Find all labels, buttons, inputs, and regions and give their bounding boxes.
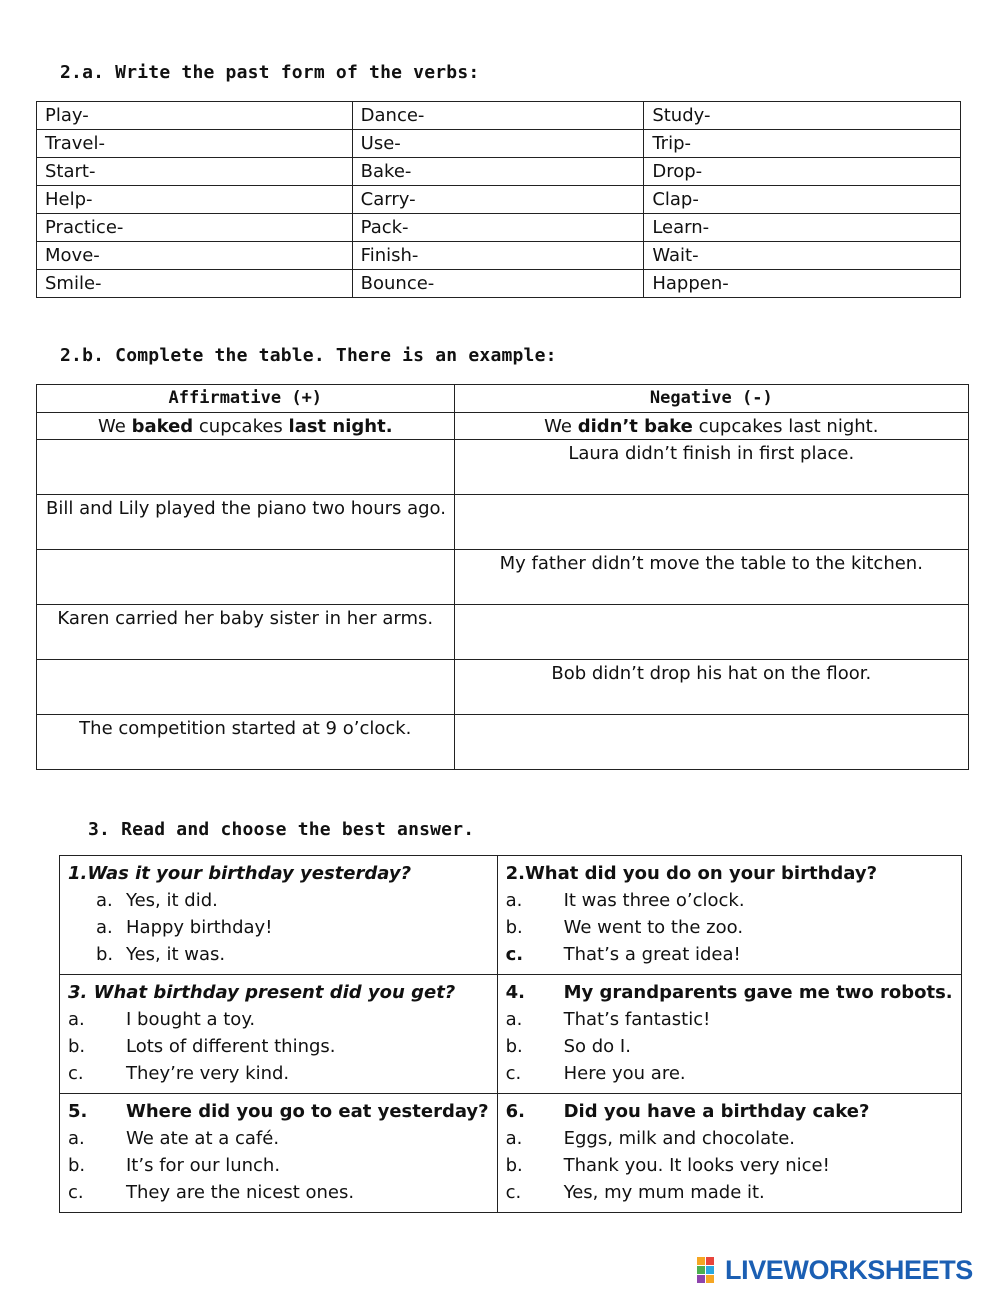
table-row: [60, 856, 962, 975]
table-row: [37, 440, 969, 495]
option-text: It was three o’clock.: [563, 890, 745, 911]
option-text: Yes, it was.: [126, 944, 226, 965]
option-letter: c.: [505, 1063, 522, 1084]
question-cell: [497, 975, 961, 1094]
option-text: Lots of different things.: [126, 1036, 336, 1057]
option-letter: a.: [96, 917, 113, 938]
verb-cell[interactable]: Use-: [352, 130, 644, 158]
table-row: [60, 1094, 962, 1213]
negative-answer-cell[interactable]: [454, 715, 968, 770]
option-letter: b.: [68, 1155, 86, 1176]
example-affirmative-cell: [37, 413, 455, 440]
verb-cell[interactable]: Clap-: [644, 186, 961, 214]
verb-cell[interactable]: Play-: [37, 102, 353, 130]
option-letter: c.: [68, 1182, 84, 1203]
affirmative-negative-table: [36, 384, 969, 770]
affirmative-sentence-cell: Karen carried her baby sister in her arms.: [37, 605, 455, 660]
verb-cell[interactable]: Finish-: [352, 242, 644, 270]
question-cell: [60, 1094, 498, 1213]
verb-cell[interactable]: Pack-: [352, 214, 644, 242]
option-letter: a.: [68, 1128, 85, 1149]
option-letter: a.: [505, 1009, 523, 1030]
table-row: [37, 550, 969, 605]
section-3-heading: 3. Read and choose the best answer.: [88, 819, 475, 840]
verb-cell[interactable]: Happen-: [644, 270, 961, 298]
option-letter: a.: [505, 890, 523, 911]
table-row: [37, 715, 969, 770]
verbs-table: [36, 101, 961, 298]
answer-option[interactable]: [506, 1179, 953, 1206]
answer-option[interactable]: [68, 887, 489, 914]
question-cell: [60, 975, 498, 1094]
verb-cell[interactable]: Learn-: [644, 214, 961, 242]
answer-option[interactable]: [506, 1125, 953, 1152]
verb-cell[interactable]: Study-: [644, 102, 961, 130]
table-row: [37, 660, 969, 715]
option-letter: c.: [68, 1063, 84, 1084]
question-4: [506, 979, 953, 1006]
negative-sentence-cell: My father didn’t move the table to the kitchen.: [454, 550, 968, 605]
table-row: [37, 495, 969, 550]
answer-option[interactable]: [68, 1033, 489, 1060]
logo-text: LIVEWORKSHEETS: [725, 1254, 973, 1285]
question-number: 4.: [505, 982, 525, 1003]
option-letter: b.: [505, 917, 523, 938]
example-negative-cell: [454, 413, 968, 440]
multiple-choice-table: [59, 855, 962, 1213]
table-row: [37, 214, 961, 242]
verb-cell[interactable]: Help-: [37, 186, 353, 214]
affirmative-sentence-cell: The competition started at 9 o’clock.: [37, 715, 455, 770]
verb-cell[interactable]: Carry-: [352, 186, 644, 214]
option-text: Yes, it did.: [126, 890, 218, 911]
verb-cell[interactable]: Start-: [37, 158, 353, 186]
answer-option[interactable]: [506, 1060, 953, 1087]
verb-cell[interactable]: Wait-: [644, 242, 961, 270]
table-row: [37, 158, 961, 186]
option-letter: b.: [505, 1036, 523, 1057]
option-text: So do I.: [563, 1036, 631, 1057]
table-row: [37, 130, 961, 158]
affirmative-answer-cell[interactable]: [37, 440, 455, 495]
section-2b-heading: 2.b. Complete the table. There is an example:: [60, 345, 557, 366]
table-row: [37, 270, 961, 298]
example-verb: baked: [131, 416, 194, 437]
option-letter: b.: [505, 1155, 523, 1176]
answer-option[interactable]: [68, 941, 489, 968]
verb-cell[interactable]: Move-: [37, 242, 353, 270]
example-text: We: [98, 416, 132, 437]
option-text: We went to the zoo.: [563, 917, 744, 938]
verb-cell[interactable]: Dance-: [352, 102, 644, 130]
example-text: cupcakes last night.: [692, 416, 879, 437]
answer-option[interactable]: [68, 1179, 489, 1206]
option-text: I bought a toy.: [126, 1009, 256, 1030]
question-cell: [60, 856, 498, 975]
question-5: [68, 1098, 489, 1125]
option-text: They’re very kind.: [126, 1063, 290, 1084]
answer-option[interactable]: [68, 914, 489, 941]
option-letter: c.: [505, 1182, 522, 1203]
negative-column-header: Negative (-): [454, 385, 968, 413]
question-cell: [497, 1094, 961, 1213]
option-text: Here you are.: [563, 1063, 686, 1084]
answer-option[interactable]: [506, 1006, 953, 1033]
verb-cell[interactable]: Trip-: [644, 130, 961, 158]
example-time: last night.: [288, 416, 393, 437]
answer-option[interactable]: [68, 1006, 489, 1033]
option-letter: c.: [505, 944, 524, 965]
question-cell: [497, 856, 961, 975]
table-row: [37, 242, 961, 270]
answer-option[interactable]: [506, 1152, 953, 1179]
option-text: Eggs, milk and chocolate.: [563, 1128, 796, 1149]
section-2a-heading: 2.a. Write the past form of the verbs:: [60, 62, 480, 83]
example-text: cupcakes: [193, 416, 289, 437]
liveworksheets-logo[interactable]: [697, 1253, 973, 1287]
table-row: [60, 975, 962, 1094]
option-letter: b.: [68, 1036, 86, 1057]
affirmative-answer-cell[interactable]: [37, 550, 455, 605]
negative-sentence-cell: Bob didn’t drop his hat on the floor.: [454, 660, 968, 715]
question-number: 5.: [68, 1101, 88, 1122]
option-letter: a.: [68, 1009, 85, 1030]
example-row: [37, 413, 969, 440]
option-text: Happy birthday!: [126, 917, 273, 938]
answer-option[interactable]: [506, 1033, 953, 1060]
verb-cell[interactable]: Drop-: [644, 158, 961, 186]
negative-answer-cell[interactable]: [454, 495, 968, 550]
answer-option[interactable]: [68, 1060, 489, 1087]
answer-option[interactable]: [506, 887, 953, 914]
table-header-row: [37, 385, 969, 413]
question-text: My grandparents gave me two robots.: [563, 982, 953, 1003]
answer-option[interactable]: [68, 1125, 489, 1152]
verb-cell[interactable]: Practice-: [37, 214, 353, 242]
question-3: 3. What birthday present did you get?: [68, 982, 456, 1003]
example-text: We: [544, 416, 578, 437]
question-1: 1.Was it your birthday yesterday?: [68, 863, 412, 884]
option-text: That’s a great idea!: [563, 944, 741, 965]
question-number: 6.: [505, 1101, 525, 1122]
option-text: Yes, my mum made it.: [563, 1182, 765, 1203]
liveworksheets-logo-icon: [697, 1257, 723, 1283]
option-text: Thank you. It looks very nice!: [563, 1155, 830, 1176]
option-text: They are the nicest ones.: [126, 1182, 355, 1203]
affirmative-column-header: Affirmative (+): [37, 385, 455, 413]
option-text: That’s fantastic!: [563, 1009, 711, 1030]
answer-option[interactable]: [68, 1152, 489, 1179]
example-verb: didn’t bake: [577, 416, 693, 437]
table-row: [37, 102, 961, 130]
option-letter: a.: [96, 890, 113, 911]
option-letter: b.: [96, 944, 114, 965]
option-letter: a.: [505, 1128, 523, 1149]
answer-option[interactable]: [506, 914, 953, 941]
option-text: It’s for our lunch.: [126, 1155, 281, 1176]
verb-cell[interactable]: Travel-: [37, 130, 353, 158]
verb-cell[interactable]: Bounce-: [352, 270, 644, 298]
affirmative-sentence-cell: Bill and Lily played the piano two hours ago.: [37, 495, 455, 550]
option-text: We ate at a café.: [126, 1128, 280, 1149]
table-row: [37, 605, 969, 660]
affirmative-answer-cell[interactable]: [37, 660, 455, 715]
table-row: [37, 186, 961, 214]
verb-cell[interactable]: Bake-: [352, 158, 644, 186]
answer-option[interactable]: [506, 941, 953, 968]
question-text: Did you have a birthday cake?: [563, 1101, 870, 1122]
negative-sentence-cell: Laura didn’t finish in first place.: [454, 440, 968, 495]
question-6: [506, 1098, 953, 1125]
negative-answer-cell[interactable]: [454, 605, 968, 660]
question-2: 2.What did you do on your birthday?: [505, 863, 878, 884]
verb-cell[interactable]: Smile-: [37, 270, 353, 298]
question-text: Where did you go to eat yesterday?: [126, 1101, 489, 1122]
